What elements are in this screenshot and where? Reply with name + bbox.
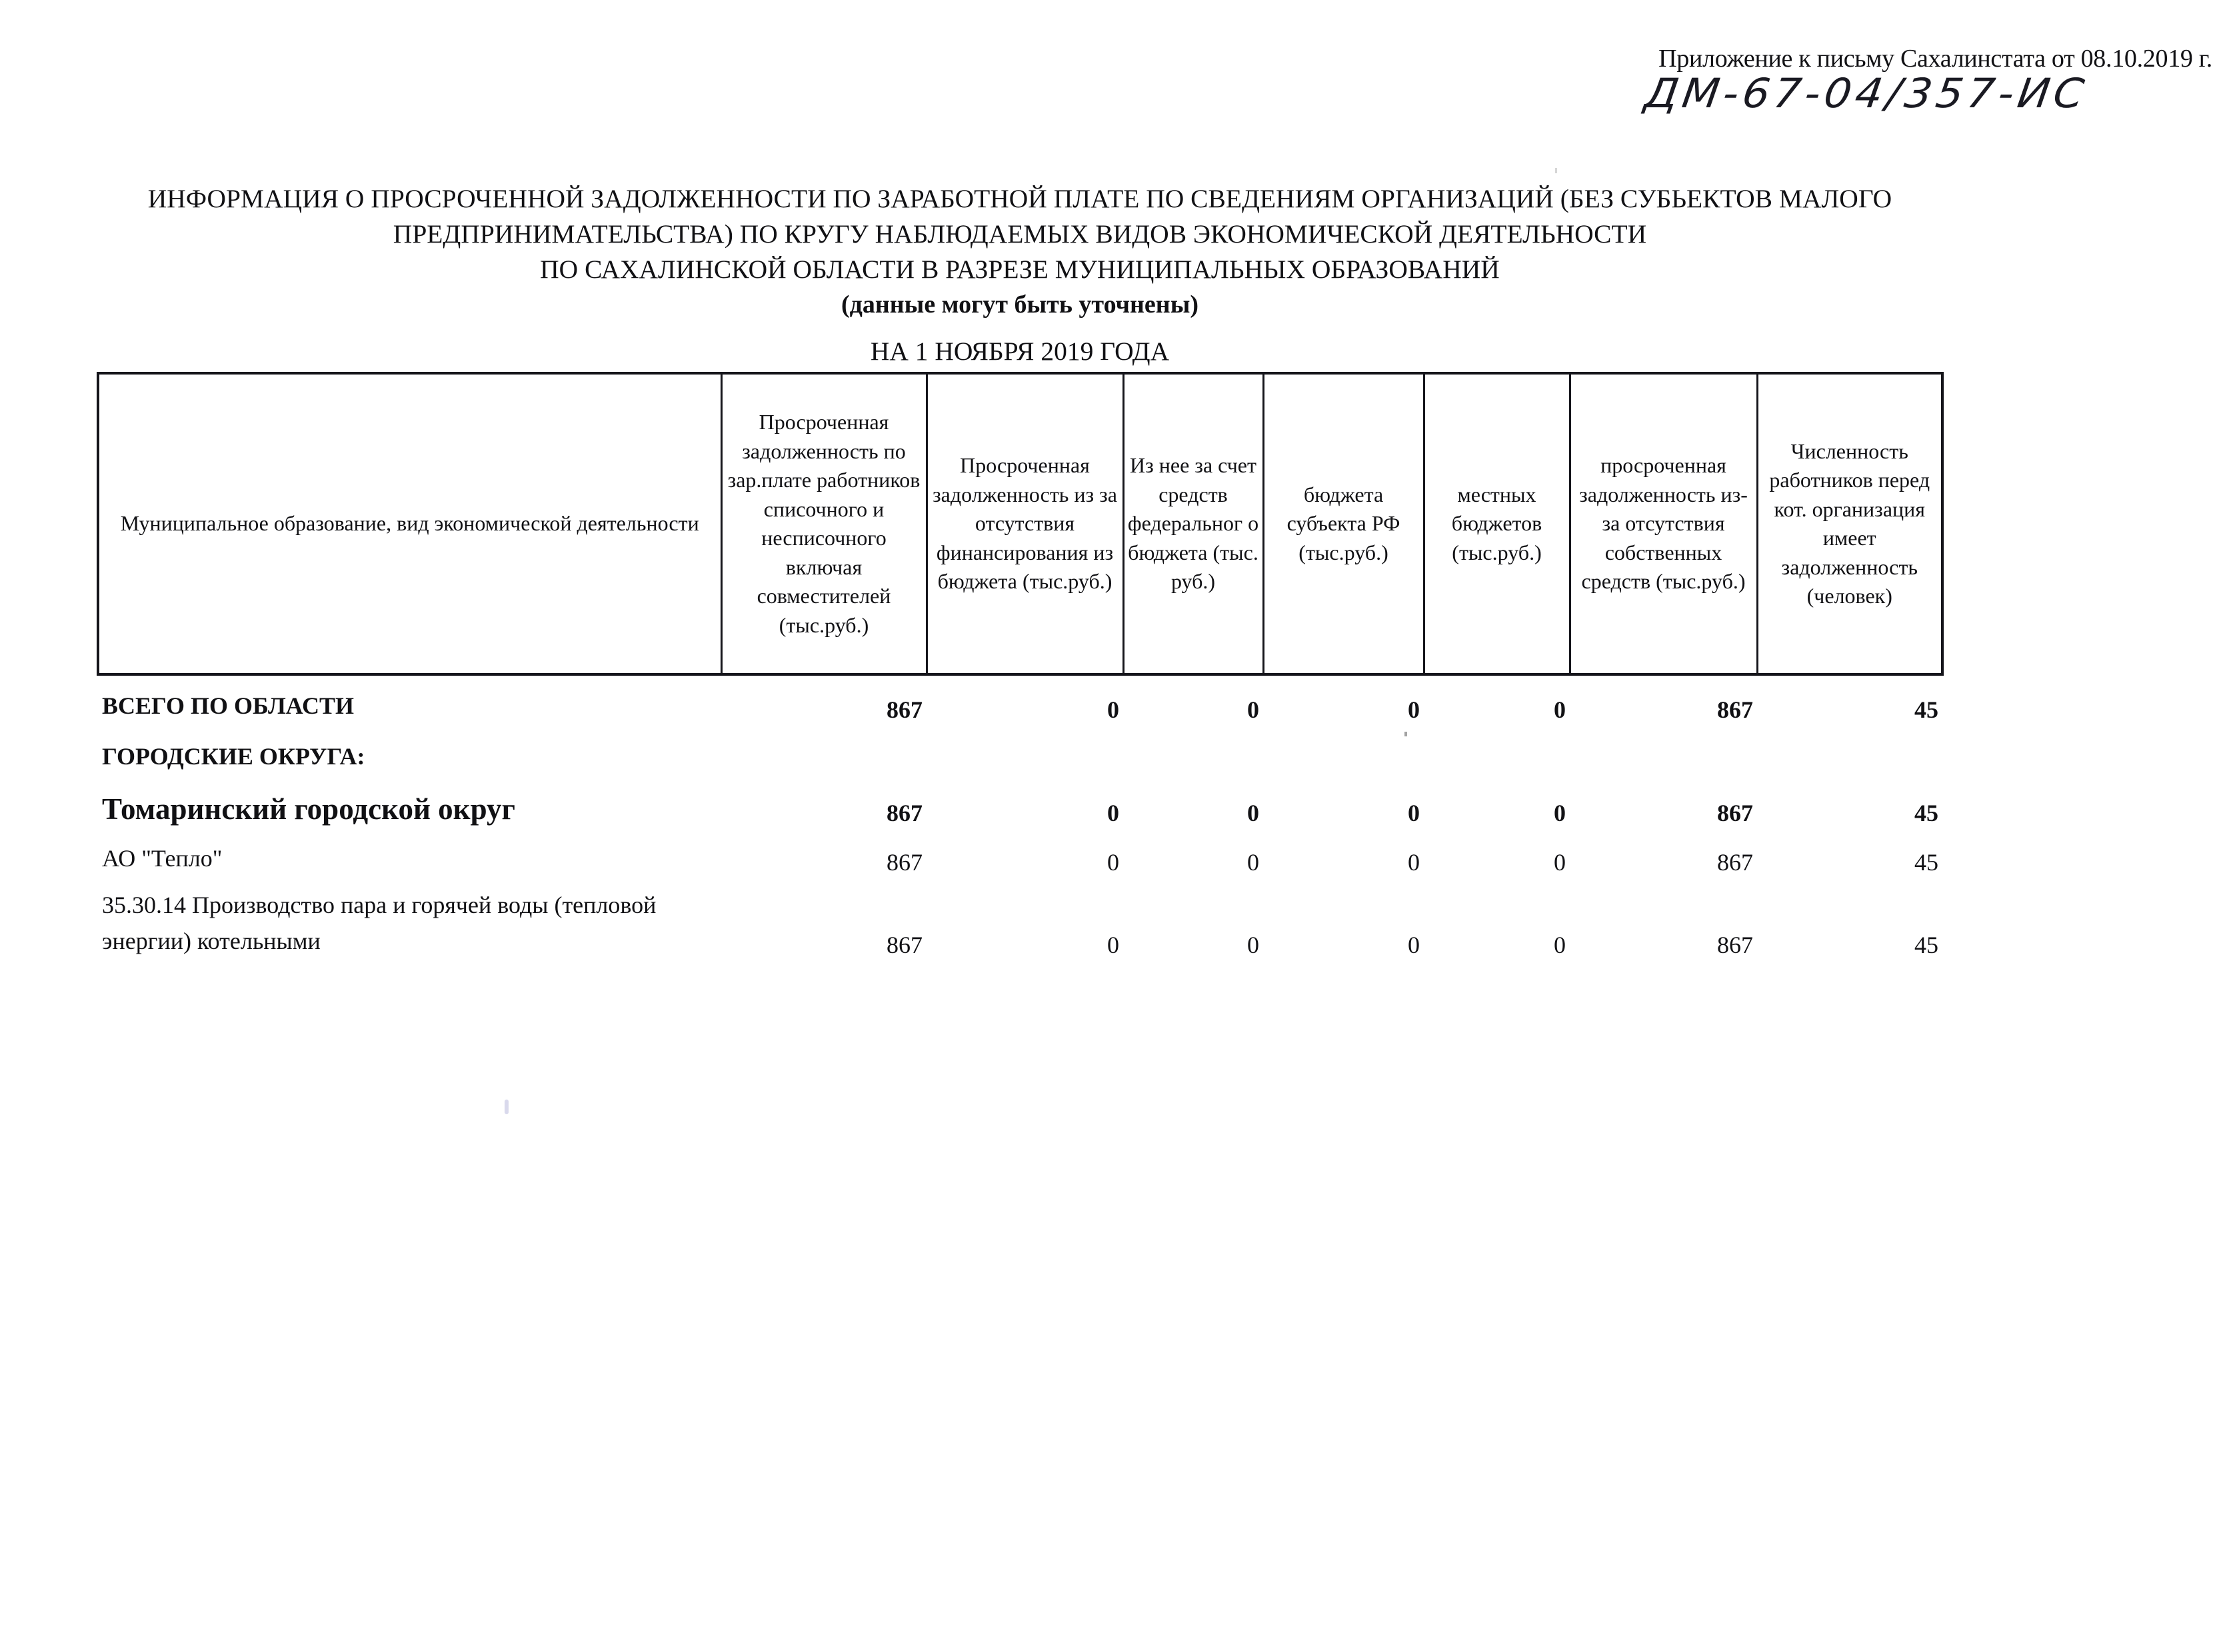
cell-value: 0 [1554,800,1566,826]
cell-value: 867 [1717,800,1753,826]
cell-value: 0 [1247,800,1259,826]
scan-speck [1555,168,1557,173]
table-row-district [98,774,1942,827]
cell-value: 45 [1914,800,1938,826]
column-header-label: Численность работников перед кот. организация имеет задолженность (человек) [1769,438,1930,608]
column-header-regional-budget [1263,373,1424,674]
column-header-budget-arrears [927,373,1123,674]
column-header-municipality [98,373,721,674]
table-row-section-city-districts [98,724,1942,774]
column-header-local-budgets [1424,373,1570,674]
column-header-label: Из нее за счет средств федеральног о бюджета (тыс. руб.) [1127,453,1259,594]
cell-value: 0 [1107,932,1119,958]
cell-value [927,724,1123,774]
table-row-activity [98,876,1942,959]
cell-value [721,724,927,774]
cell-value [1263,724,1424,774]
handwritten-registration-number: ДМ-67-04/357-ИС [1642,70,2091,118]
column-header-label: Муниципальное образование, вид экономической деятельности [120,511,699,536]
document-title [0,181,2040,369]
cell-value: 45 [1914,932,1938,958]
cell-value [1757,724,1942,774]
row-label: ВСЕГО ПО ОБЛАСТИ [102,692,354,719]
cell-value: 0 [1107,849,1119,876]
cell-value: 0 [1408,800,1420,826]
cell-value: 0 [1408,849,1420,876]
column-header-workers-count [1757,373,1942,674]
table-row-organization [98,827,1942,876]
title-line-1: ИНФОРМАЦИЯ О ПРОСРОЧЕННОЙ ЗАДОЛЖЕННОСТИ ПО ЗАРАБОТНОЙ ПЛАТЕ ПО СВЕДЕНИЯМ ОРГАНИЗАЦИЙ (БЕЗ СУБЬЕКТОВ МАЛОГО [147,184,1892,213]
cell-value: 0 [1247,932,1259,958]
row-label: 35.30.14 Производство пара и горячей воды (тепловой энергии) котельными [102,892,657,954]
column-header-own-funds-arrears [1570,373,1757,674]
cell-value: 867 [1717,849,1753,876]
report-date: НА 1 НОЯБРЯ 2019 ГОДА [870,337,1170,366]
column-header-total-arrears [721,373,927,674]
cell-value: 867 [887,849,923,876]
cell-value: 867 [887,800,923,826]
cell-value: 867 [1717,932,1753,958]
cell-value: 0 [1247,696,1259,723]
column-header-label: просроченная задолженность из-за отсутствия собственных средств (тыс.руб.) [1579,453,1748,594]
cell-value [1123,724,1263,774]
cell-value: 867 [887,696,923,723]
cell-value: 45 [1914,849,1938,876]
table-header-row [98,373,1942,674]
cell-value: 0 [1247,849,1259,876]
cell-value: 0 [1408,696,1420,723]
cell-value: 0 [1554,849,1566,876]
scan-speck [505,1100,509,1114]
table-row-region-total [98,674,1942,724]
title-line-2: ПРЕДПРИНИМАТЕЛЬСТВА) ПО КРУГУ НАБЛЮДАЕМЫХ ВИДОВ ЭКОНОМИЧЕСКОЙ ДЕЯТЕЛЬНОСТИ [393,219,1647,249]
cell-value: 0 [1554,696,1566,723]
cell-value [1570,724,1757,774]
row-label: ГОРОДСКИЕ ОКРУГА: [102,743,365,770]
cell-value: 867 [887,932,923,958]
cell-value [1424,724,1570,774]
cell-value: 0 [1107,800,1119,826]
title-line-3: ПО САХАЛИНСКОЙ ОБЛАСТИ В РАЗРЕЗЕ МУНИЦИПАЛЬНЫХ ОБРАЗОВАНИЙ [540,255,1500,284]
wage-arrears-table [97,372,1944,959]
cell-value: 0 [1554,932,1566,958]
column-header-label: Просроченная задолженность по зар.плате работников списочного и несписочного включая совместителей (тыс.руб.) [727,410,921,637]
scan-speck [1404,732,1407,736]
title-subtitle: (данные могут быть уточнены) [841,291,1199,319]
letter-attachment-note: Приложение к письму Сахалинстата от 08.10.2019 г. [1658,45,2212,73]
column-header-federal-budget [1123,373,1263,674]
cell-value: 0 [1408,932,1420,958]
column-header-label: местных бюджетов (тыс.руб.) [1451,482,1542,564]
row-label: Томаринский городской округ [102,792,515,826]
cell-value: 45 [1914,696,1938,723]
column-header-label: Просроченная задолженность из за отсутствия финансирования из бюджета (тыс.руб.) [933,453,1117,594]
row-label: АО "Тепло" [102,845,223,872]
cell-value: 867 [1717,696,1753,723]
cell-value: 0 [1107,696,1119,723]
column-header-label: бюджета субъекта РФ (тыс.руб.) [1286,482,1400,564]
